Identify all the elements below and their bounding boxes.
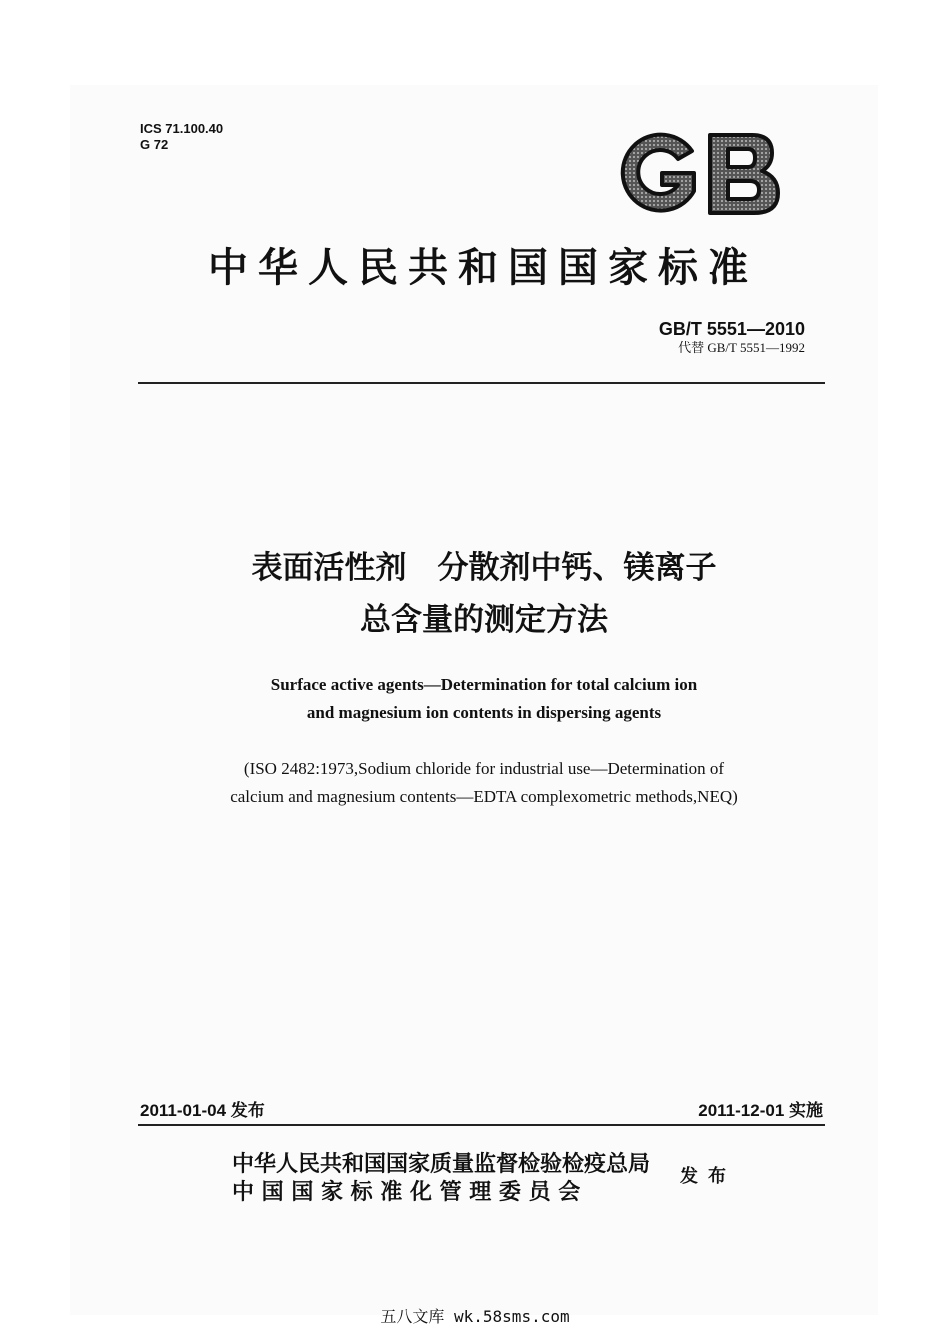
iso-reference-line-1: (ISO 2482:1973,Sodium chloride for industrial use—Determination of <box>243 759 725 778</box>
english-title-line-1: Surface active agents—Determination for total calcium ion <box>270 675 698 694</box>
iso-reference-line-2: calcium and magnesium contents—EDTA complexometric methods,NEQ) <box>230 787 738 806</box>
chinese-title-line-1: 表面活性剂 分散剂中钙、镁离子 <box>251 550 717 586</box>
footer-divider <box>138 1124 825 1126</box>
watermark-footer: 五八文库 wk.58sms.com <box>380 1307 570 1326</box>
ics-code: ICS 71.100.40 <box>140 121 224 136</box>
ccs-code: G 72 <box>140 137 169 152</box>
issue-label: 发布 <box>680 1166 736 1187</box>
chinese-title-line-2: 总含量的测定方法 <box>360 602 608 638</box>
header-divider <box>138 382 825 384</box>
classification-codes <box>140 121 223 153</box>
issuer-sac: 中 国 国 家 标 准 化 管 理 委 员 会 <box>232 1180 581 1205</box>
standard-number: GB/T 5551—2010 <box>658 319 805 339</box>
issue-date: 2011-01-04 发布 <box>140 1101 265 1120</box>
gb-logo <box>612 131 780 217</box>
implementation-date: 2011-12-01 实施 <box>698 1101 823 1120</box>
standard-type-title: 中华人民共和国国家标准 <box>208 245 758 291</box>
replaces-standard: 代替 GB/T 5551—1992 <box>678 340 805 355</box>
english-title-line-2: and magnesium ion contents in dispersing agents <box>306 703 662 722</box>
issuer-aqsiq: 中华人民共和国国家质量监督检验检疫总局 <box>232 1152 651 1177</box>
